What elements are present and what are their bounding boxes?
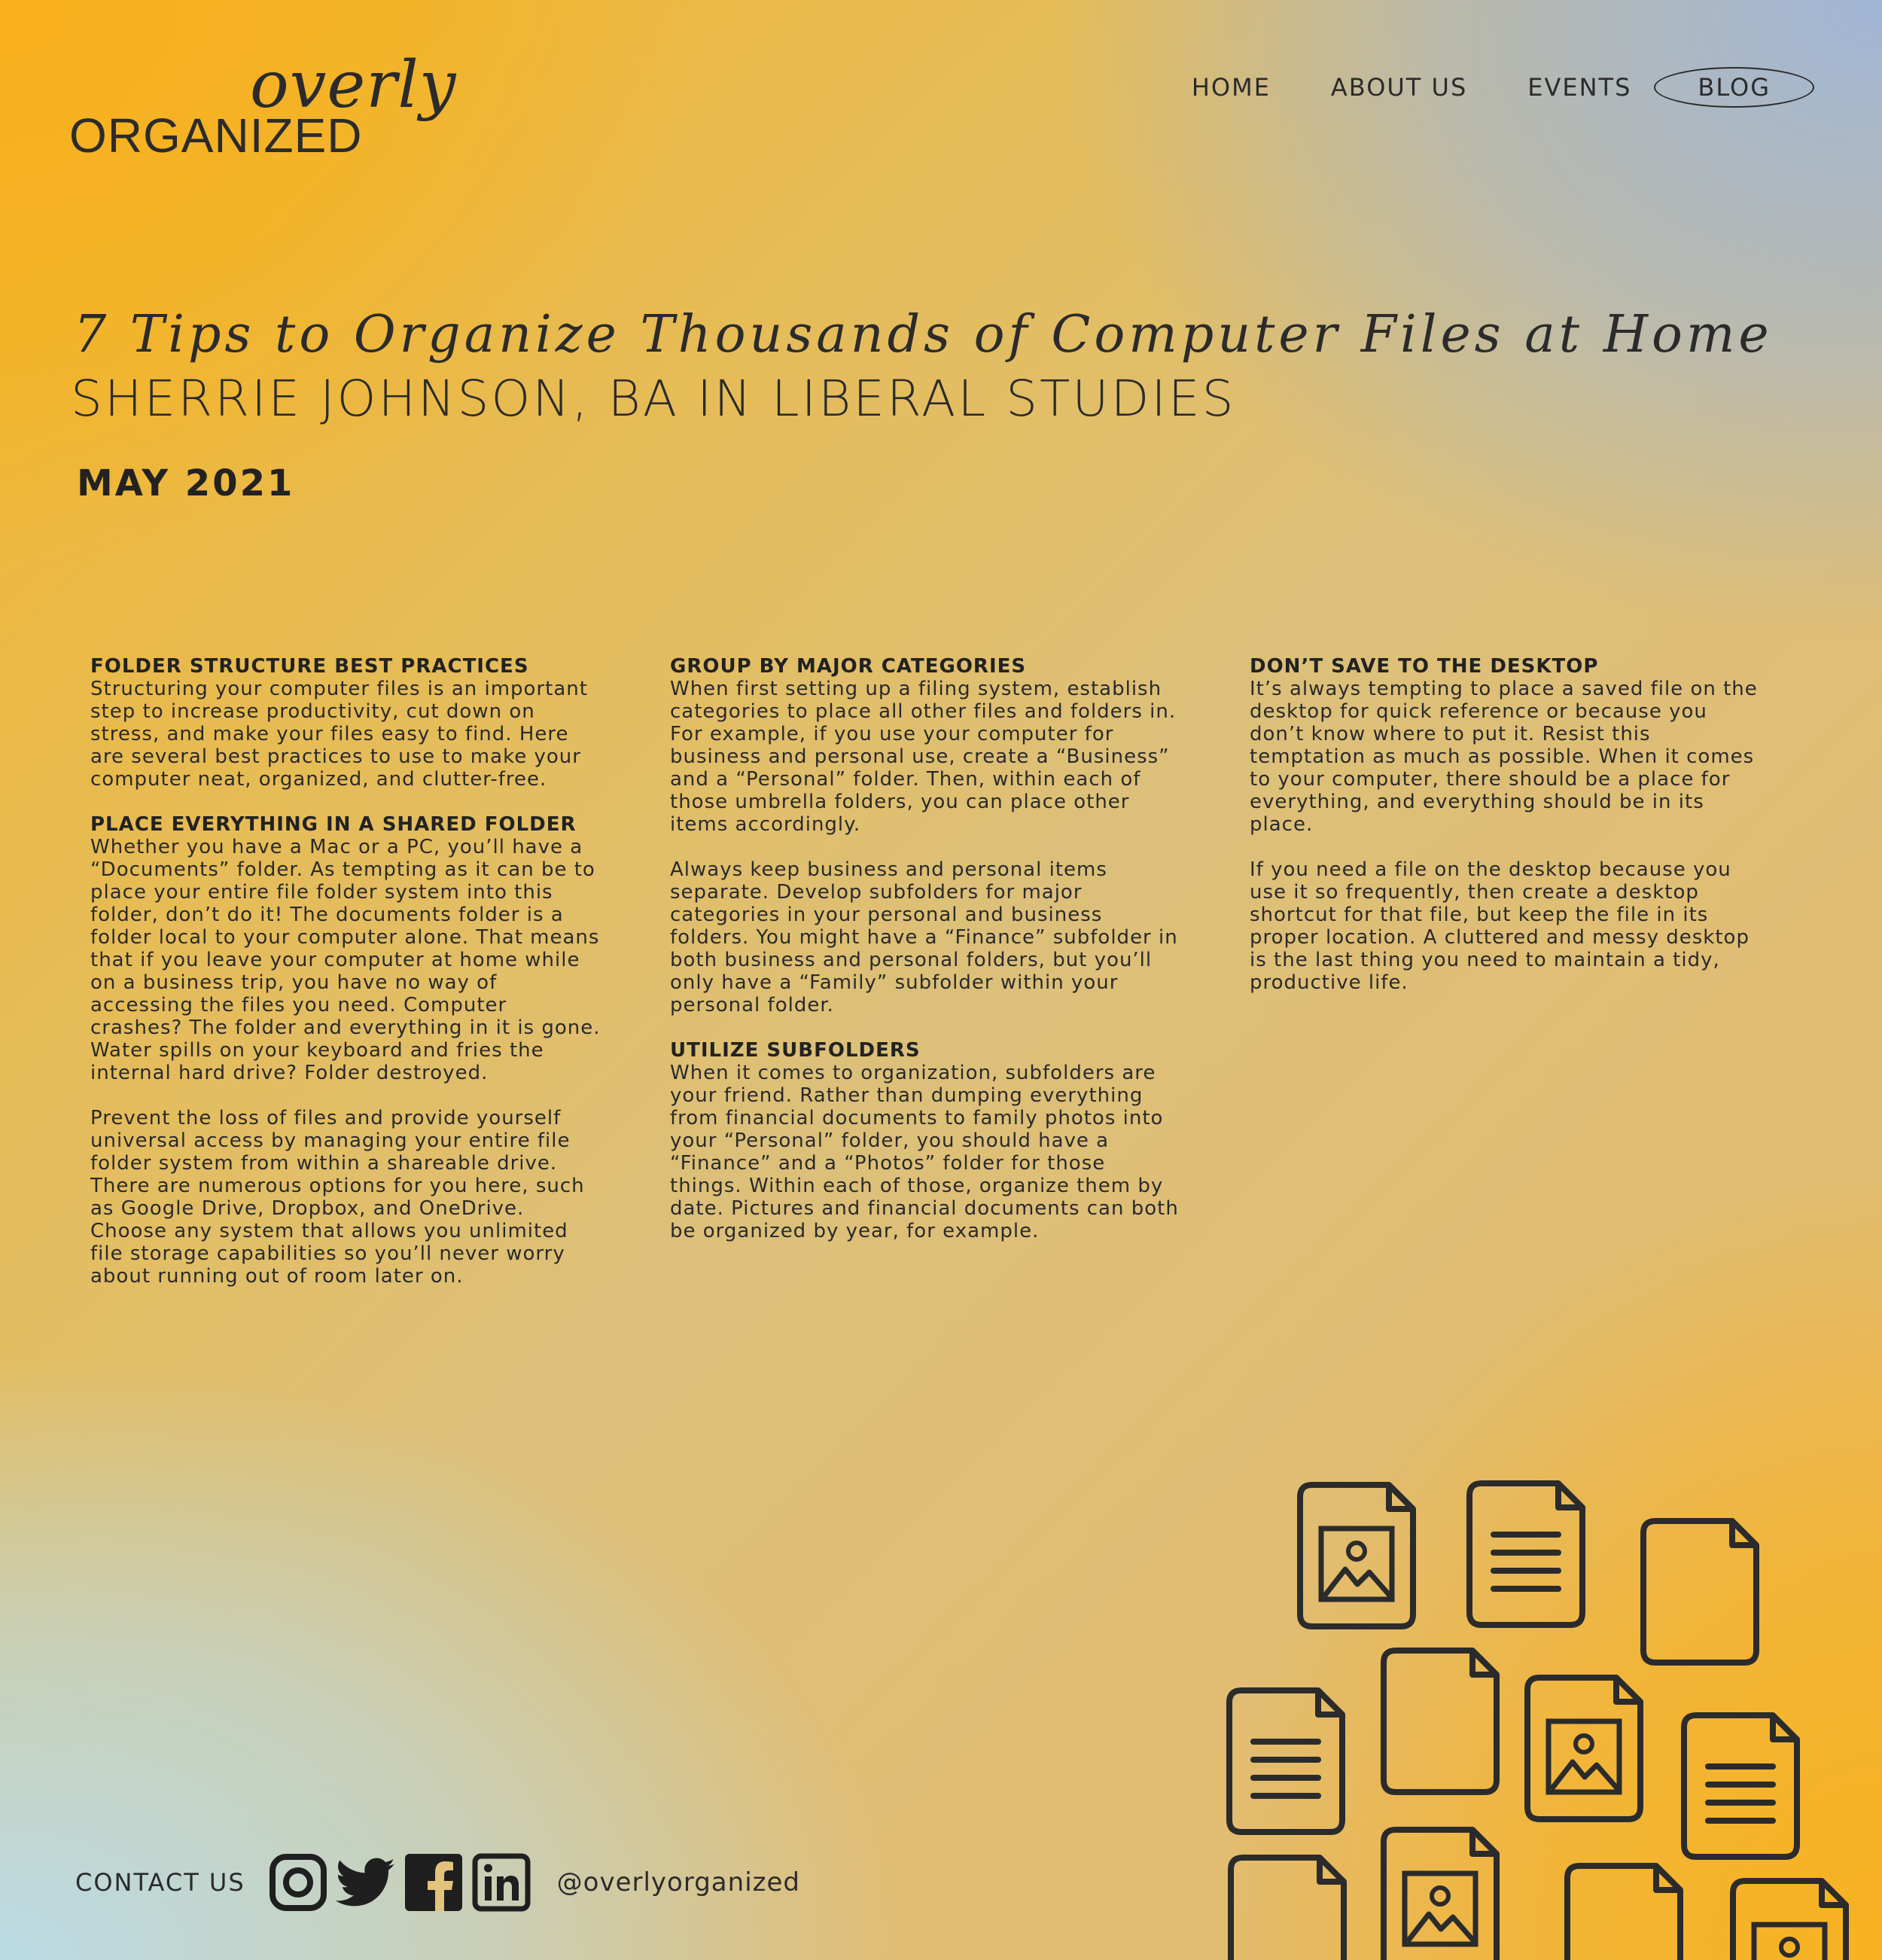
column-3 bbox=[1250, 655, 1762, 1310]
site-logo[interactable] bbox=[69, 47, 491, 166]
section-paragraph: Structuring your computer files is an important step to increase productivity, cut down on stress, and make your files easy to find. Here are several best practices to use to make your computer neat, organized, and clutter-free. bbox=[90, 678, 588, 791]
contact-us-label: CONTACT US bbox=[75, 1868, 245, 1897]
logo-script-text: overly bbox=[250, 47, 457, 123]
section-heading: UTILIZE SUBFOLDERS bbox=[670, 1039, 921, 1062]
main-nav bbox=[1131, 65, 1814, 110]
file-image-icon bbox=[1733, 1881, 1846, 1960]
file-text-icon bbox=[1469, 1483, 1582, 1625]
section-heading: PLACE EVERYTHING IN A SHARED FOLDER bbox=[90, 813, 577, 836]
nav-events[interactable]: EVENTS bbox=[1527, 73, 1632, 102]
file-blank-icon bbox=[1567, 1866, 1680, 1960]
article-body bbox=[90, 655, 1792, 1310]
article-title: 7 Tips to Organize Thousands of Computer Files at Home bbox=[74, 305, 1773, 364]
section-paragraph: When first setting up a filing system, establish categories to place all other files and folders in. For example, if you use your computer for business and personal use, create a “Business” and a “Personal” folder. Then, within each of those umbrella folders, you can place other items accordingly. bbox=[670, 678, 1177, 836]
footer bbox=[75, 1852, 800, 1913]
nav-home[interactable]: HOME bbox=[1191, 73, 1271, 102]
section-heading: DON’T SAVE TO THE DESKTOP bbox=[1250, 655, 1599, 678]
section-heading: FOLDER STRUCTURE BEST PRACTICES bbox=[90, 655, 529, 678]
section-paragraph: Whether you have a Mac or a PC, you’ll have a “Documents” folder. As tempting as it can be to place your entire file folder system into this folder, don’t do it! The documents folder is a folder local to your computer alone. That means that if you leave your computer at home while on a business trip, you have no way of accessing the files you need. Computer crashes? The folder and everything in it is gone. Water spills on your keyboard and fries the internal hard drive? Folder destroyed. bbox=[90, 836, 601, 1084]
social-handle[interactable]: @overlyorganized bbox=[556, 1867, 800, 1898]
file-blank-icon bbox=[1643, 1521, 1756, 1663]
file-image-icon bbox=[1300, 1485, 1413, 1626]
twitter-icon[interactable] bbox=[336, 1852, 396, 1913]
section-paragraph: When it comes to organization, subfolders are your friend. Rather than dumping everything from financial documents to family photos into your “Personal” folder, you should have a “Finance” and a “Photos” folder for those things. Within each of those, organize them by date. Pictures and financial documents can both be organized by year, for example. bbox=[670, 1062, 1179, 1242]
section-paragraph: Always keep business and personal items separate. Develop subfolders for major categories in your personal and business folders. You might have a “Finance” subfolder in both business and personal folders, but you’ll only have a “Family” subfolder within your personal folder. bbox=[670, 858, 1178, 1017]
nav-about-us[interactable]: ABOUT US bbox=[1330, 73, 1468, 102]
section-paragraph: Prevent the loss of files and provide yourself universal access by managing your entire file folder system from within a shareable drive. There are numerous options for you here, such as Google Drive, Dropbox, and OneDrive. Choose any system that allows you unlimited file storage capabilities so you’ll never worry about running out of room later on. bbox=[90, 1107, 585, 1288]
facebook-icon[interactable] bbox=[404, 1852, 464, 1913]
section-heading: GROUP BY MAJOR CATEGORIES bbox=[670, 655, 1027, 678]
article-date: MAY 2021 bbox=[77, 462, 295, 504]
column-1 bbox=[90, 655, 602, 1310]
section-paragraph: If you need a file on the desktop because you use it so frequently, then create a desktop shortcut for that file, but keep the file in its proper location. A cluttered and messy desktop is the last thing you need to maintain a tidy, productive life. bbox=[1250, 858, 1750, 994]
column-2 bbox=[670, 655, 1182, 1310]
file-text-icon bbox=[1684, 1715, 1797, 1857]
logo-caps-text: ORGANIZED bbox=[69, 108, 363, 163]
file-text-icon bbox=[1229, 1690, 1342, 1832]
file-image-icon bbox=[1384, 1830, 1497, 1960]
article-author: SHERRIE JOHNSON, BA IN LIBERAL STUDIES bbox=[71, 370, 1236, 428]
section-paragraph: It’s always tempting to place a saved file on the desktop for quick reference or because you don’t know where to put it. Resist this temptation as much as possible. When it comes to your computer, there should be a place for everything, and everything should be in its place. bbox=[1250, 678, 1758, 836]
linkedin-icon[interactable] bbox=[471, 1852, 531, 1913]
file-blank-icon bbox=[1384, 1651, 1497, 1792]
instagram-icon[interactable] bbox=[268, 1852, 328, 1913]
file-blank-icon bbox=[1231, 1858, 1344, 1960]
nav-blog[interactable]: BLOG bbox=[1654, 67, 1814, 108]
file-image-icon bbox=[1527, 1678, 1640, 1819]
